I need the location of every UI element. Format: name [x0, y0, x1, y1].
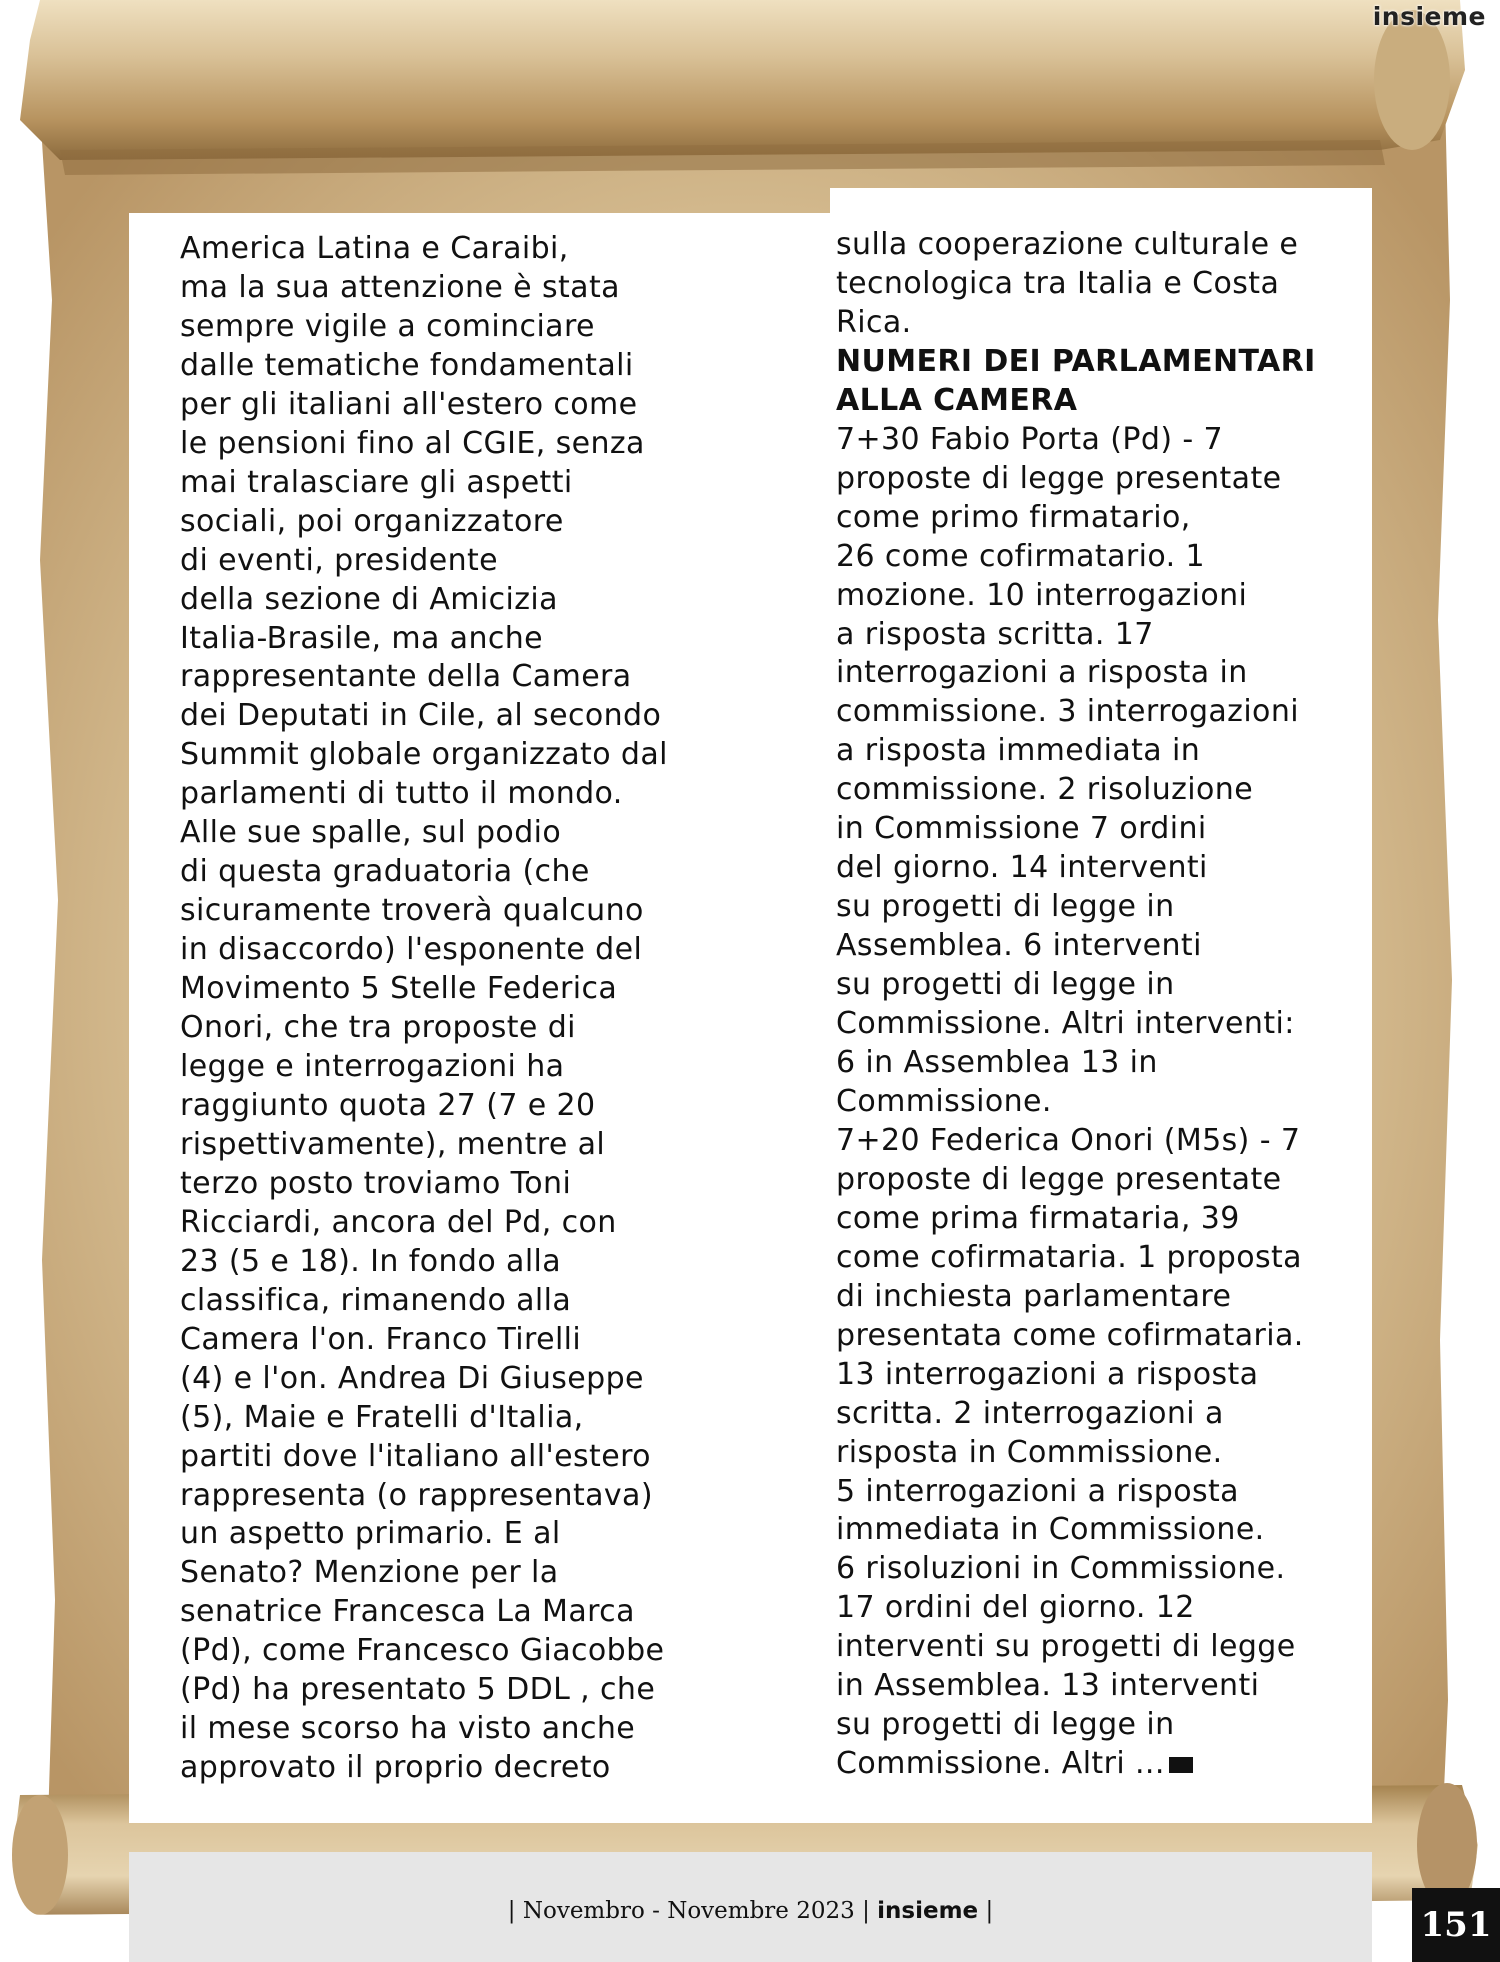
text-line: 23 (5 e 18). In fondo alla	[180, 1243, 562, 1279]
left-column	[180, 230, 820, 1788]
text-line: di inchiesta parlamentare	[836, 1278, 1232, 1314]
text-line: Summit globale organizzato dal	[180, 737, 668, 773]
text-line: Ricciardi, ancora del Pd, con	[180, 1204, 617, 1240]
text-line: 6 risoluzioni in Commissione.	[836, 1551, 1286, 1587]
footer-brand: insieme	[877, 1898, 979, 1924]
text-line: 5 interrogazioni a risposta	[836, 1473, 1239, 1509]
section-heading	[836, 343, 1366, 421]
text-line: interrogazioni a risposta in	[836, 655, 1248, 691]
text-line: come prima firmataria, 39	[836, 1200, 1240, 1236]
heading-line: NUMERI DEI PARLAMENTARI	[836, 343, 1316, 379]
text-line: del giorno. 14 interventi	[836, 850, 1208, 886]
text-line: America Latina e Caraibi,	[180, 231, 569, 266]
text-line: Commissione.	[836, 1083, 1052, 1119]
text-line: come cofirmataria. 1 proposta	[836, 1239, 1302, 1275]
text-line: proposte di legge presentate	[836, 1161, 1282, 1197]
footer-divider: |	[985, 1898, 994, 1924]
text-line: approvato il proprio decreto	[180, 1750, 611, 1786]
text-line: proposte di legge presentate	[836, 460, 1282, 496]
text-line: 7+30 Fabio Porta (Pd) - 7	[836, 421, 1224, 457]
text-line: Camera l'on. Franco Tirelli	[180, 1321, 582, 1357]
text-line: partiti dove l'italiano all'estero	[180, 1438, 651, 1474]
text-line: senatrice Francesca La Marca	[180, 1594, 635, 1630]
right-intro	[836, 226, 1366, 343]
right-body	[836, 421, 1366, 1745]
text-line: dalle tematiche fondamentali	[180, 347, 634, 383]
text-line: legge e interrogazioni ha	[180, 1049, 565, 1085]
text-line: in disaccordo) l'esponente del	[180, 932, 643, 968]
text-line: per gli italiani all'estero come	[180, 386, 638, 422]
right-column	[836, 226, 1366, 1784]
text-line: tecnologica tra Italia e Costa	[836, 265, 1280, 301]
text-line: le pensioni fino al CGIE, senza	[180, 425, 645, 461]
text-line: come primo firmatario,	[836, 499, 1191, 535]
text-line: sicuramente troverà qualcuno	[180, 893, 644, 929]
text-line: presentata come cofirmataria.	[836, 1317, 1304, 1353]
text-line: di eventi, presidente	[180, 542, 499, 578]
text-line: Movimento 5 Stelle Federica	[180, 971, 618, 1007]
text-line: ma la sua attenzione è stata	[180, 269, 620, 305]
text-line: su progetti di legge in	[836, 967, 1175, 1003]
text-line: risposta in Commissione.	[836, 1434, 1223, 1470]
text-line: parlamenti di tutto il mondo.	[180, 776, 623, 812]
text-line: interventi su progetti di legge	[836, 1629, 1296, 1665]
footer-text	[129, 1898, 1372, 1924]
text-line: rispettivamente), mentre al	[180, 1126, 606, 1162]
text-line: Rica.	[836, 304, 912, 340]
footer-date: | Novembro - Novembre 2023 |	[507, 1898, 870, 1924]
text-line: terzo posto troviamo Toni	[180, 1165, 572, 1201]
text-line: Assemblea. 6 interventi	[836, 928, 1202, 964]
end-of-article-mark	[1169, 1757, 1193, 1773]
text-line: mai tralasciare gli aspetti	[180, 464, 573, 500]
text-line: Italia-Brasile, ma anche	[180, 620, 544, 656]
last-line-text: Commissione. Altri ...	[836, 1746, 1165, 1782]
text-line: 26 come cofirmatario. 1	[836, 538, 1205, 574]
text-line: Senato? Menzione per la	[180, 1555, 559, 1591]
text-line: (Pd) ha presentato 5 DDL , che	[180, 1672, 656, 1708]
text-line: a risposta immediata in	[836, 733, 1201, 769]
page-number: 151	[1412, 1888, 1500, 1962]
text-line: di questa graduatoria (che	[180, 854, 590, 890]
text-line: Commissione. Altri interventi:	[836, 1006, 1295, 1042]
text-line: scritta. 2 interrogazioni a	[836, 1395, 1224, 1431]
text-line: Alle sue spalle, sul podio	[180, 815, 562, 851]
text-line-last	[836, 1745, 1366, 1784]
text-line: classifica, rimanendo alla	[180, 1282, 572, 1318]
text-line: 7+20 Federica Onori (M5s) - 7	[836, 1122, 1301, 1158]
text-line: dei Deputati in Cile, al secondo	[180, 698, 662, 734]
text-line: commissione. 2 risoluzione	[836, 772, 1254, 808]
text-line: 6 in Assemblea 13 in	[836, 1045, 1158, 1081]
text-line: sempre vigile a cominciare	[180, 308, 595, 344]
text-line: Onori, che tra proposte di	[180, 1010, 576, 1046]
text-line: un aspetto primario. E al	[180, 1516, 561, 1552]
text-line: della sezione di Amicizia	[180, 581, 558, 617]
text-line: il mese scorso ha visto anche	[180, 1711, 636, 1747]
text-line: immediata in Commissione.	[836, 1512, 1265, 1548]
text-line: in Commissione 7 ordini	[836, 811, 1207, 847]
text-line: (Pd), come Francesco Giacobbe	[180, 1633, 665, 1669]
text-line: su progetti di legge in	[836, 889, 1175, 925]
text-line: a risposta scritta. 17	[836, 616, 1154, 652]
text-line: rappresentante della Camera	[180, 659, 632, 695]
text-line: sulla cooperazione culturale e	[836, 227, 1299, 262]
header-logo: insieme	[1372, 2, 1486, 31]
text-line: commissione. 3 interrogazioni	[836, 694, 1299, 730]
text-line: raggiunto quota 27 (7 e 20	[180, 1087, 596, 1123]
text-line: 17 ordini del giorno. 12	[836, 1590, 1195, 1626]
heading-line: ALLA CAMERA	[836, 382, 1078, 418]
text-line: rappresenta (o rappresentava)	[180, 1477, 653, 1513]
text-line: (4) e l'on. Andrea Di Giuseppe	[180, 1360, 644, 1396]
text-line: in Assemblea. 13 interventi	[836, 1668, 1260, 1704]
text-line: su progetti di legge in	[836, 1707, 1175, 1743]
text-line: 13 interrogazioni a risposta	[836, 1356, 1259, 1392]
text-line: sociali, poi organizzatore	[180, 503, 564, 539]
text-line: (5), Maie e Fratelli d'Italia,	[180, 1399, 584, 1435]
text-line: mozione. 10 interrogazioni	[836, 577, 1248, 613]
